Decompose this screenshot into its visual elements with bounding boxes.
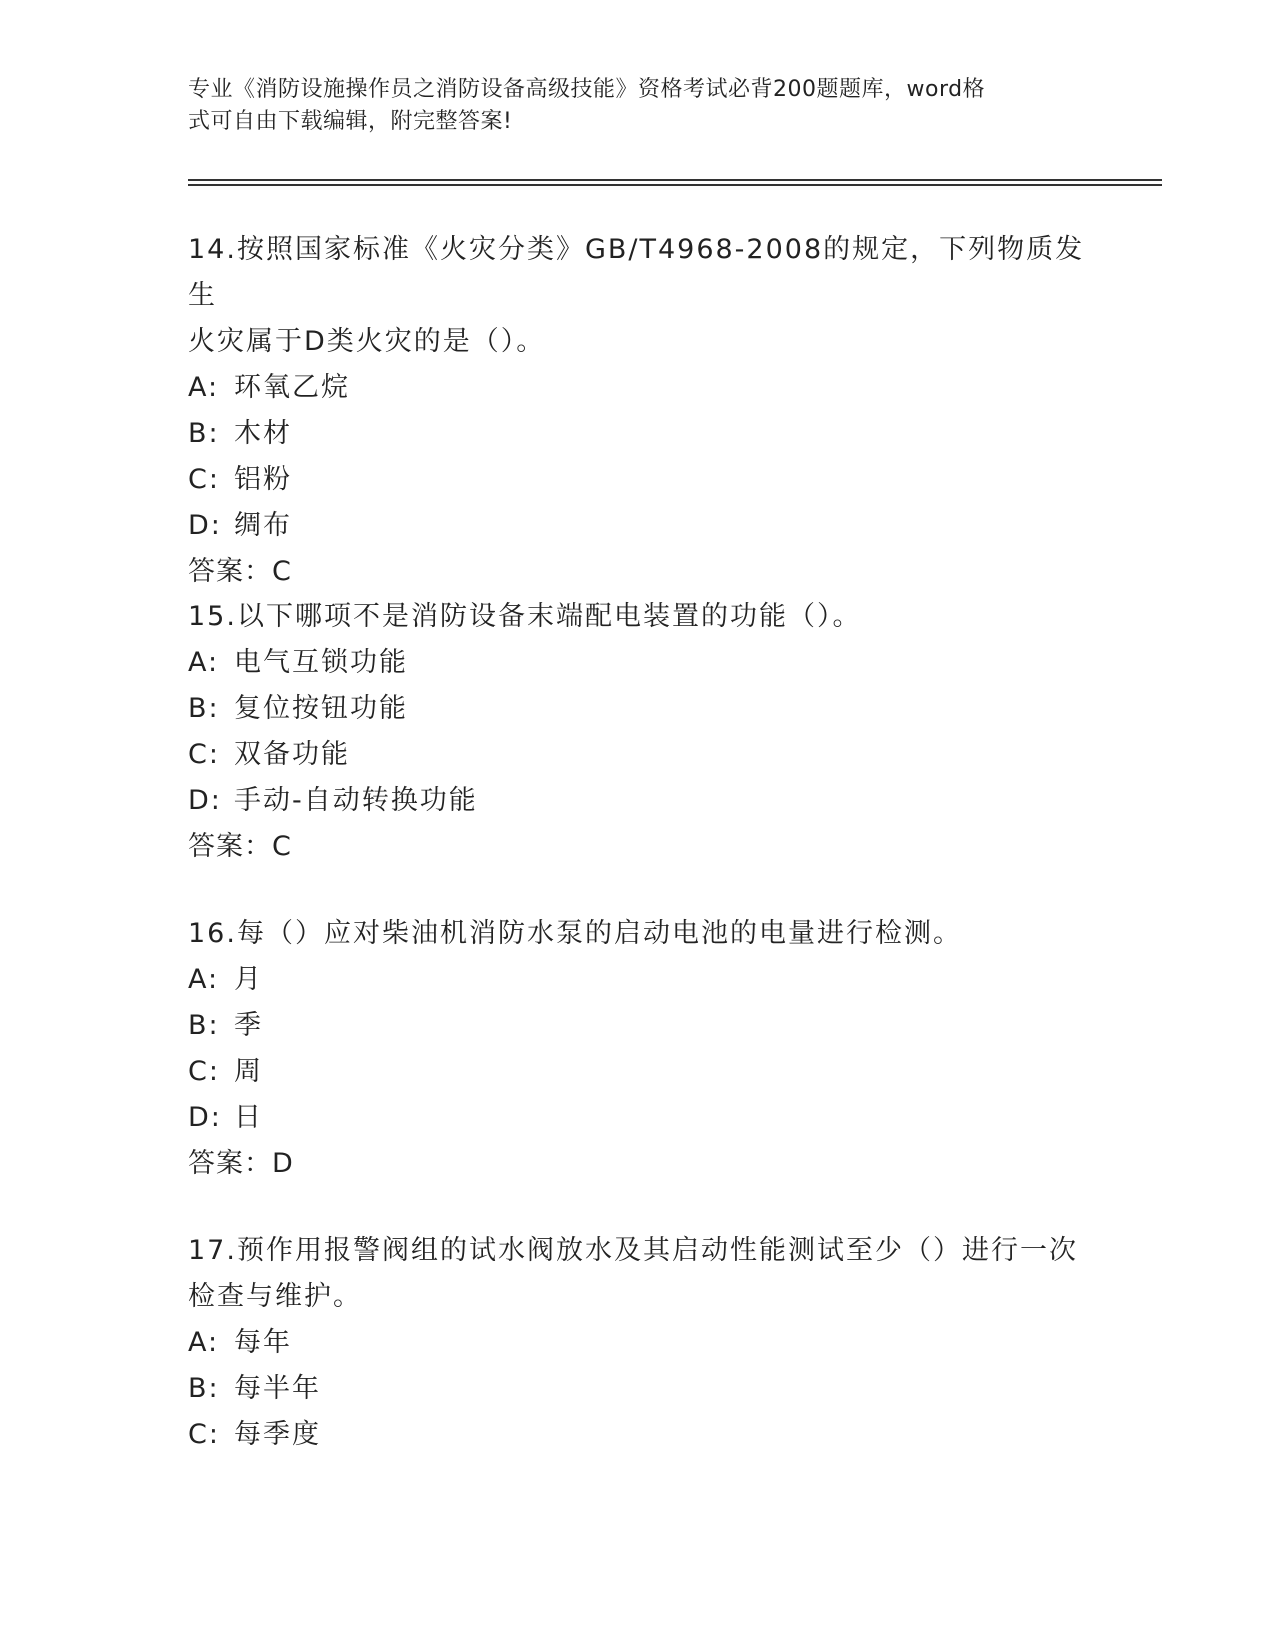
option-key: C: [188,1419,220,1450]
option-key: D: [188,785,222,816]
option-a [188,957,1088,1003]
question-stem-line: 16.每（）应对柴油机消防水泵的启动电池的电量进行检测。 [188,918,962,949]
option-key: B: [188,1010,220,1041]
option-a [188,1320,1088,1366]
option-text: 周 [234,1056,263,1087]
question-stem-line: 14.按照国家标准《火灾分类》GB/T4968-2008的规定，下列物质发生 [188,234,1085,311]
header-divider-bottom [188,184,1162,186]
option-text: 复位按钮功能 [234,693,408,724]
option-text: 日 [234,1102,263,1133]
header-intro-line-1: 专业《消防设施操作员之消防设备高级技能》资格考试必背200题题库，word格 [188,77,986,102]
option-text: 每年 [234,1327,292,1358]
option-d [188,1095,1088,1141]
option-text: 木材 [234,418,292,449]
option-text: 双备功能 [234,739,350,770]
option-a [188,640,1088,686]
header-divider-top [188,179,1162,181]
header-intro-line-2: 式可自由下载编辑，附完整答案! [188,109,513,134]
option-text: 季 [234,1010,263,1041]
option-key: B: [188,1373,220,1404]
option-c [188,732,1088,778]
option-text: 每季度 [234,1419,321,1450]
option-key: C: [188,464,220,495]
option-text: 每半年 [234,1373,321,1404]
option-c [188,457,1088,503]
option-key: A: [188,372,220,403]
question-stem-line: 17.预作用报警阀组的试水阀放水及其启动性能测试至少（）进行一次 [188,1235,1078,1266]
question-17 [188,1228,1088,1458]
option-text: 环氧乙烷 [234,372,350,403]
option-text: 绸布 [234,510,292,541]
document-header [188,74,1088,138]
option-key: A: [188,964,220,995]
question-14 [188,227,1088,595]
option-a [188,365,1088,411]
option-b [188,686,1088,732]
option-text: 手动-自动转换功能 [234,785,478,816]
option-d [188,778,1088,824]
question-stem-line: 检查与维护。 [188,1281,362,1312]
question-stem-line: 15.以下哪项不是消防设备末端配电装置的功能（）。 [188,601,862,632]
question-16 [188,911,1088,1187]
option-key: B: [188,418,220,449]
option-key: C: [188,1056,220,1087]
question-stem-line: 火灾属于D类火灾的是（）。 [188,326,546,357]
option-key: C: [188,739,220,770]
option-text: 月 [234,964,263,995]
option-b [188,1003,1088,1049]
option-key: B: [188,693,220,724]
option-c [188,1049,1088,1095]
answer-line: 答案：C [188,831,292,862]
option-b [188,411,1088,457]
option-text: 铝粉 [234,464,292,495]
question-15 [188,594,1088,870]
option-key: D: [188,510,222,541]
option-key: A: [188,647,220,678]
option-c [188,1412,1088,1458]
option-key: A: [188,1327,220,1358]
option-text: 电气互锁功能 [234,647,408,678]
answer-line: 答案：C [188,556,292,587]
option-d [188,503,1088,549]
option-b [188,1366,1088,1412]
answer-line: 答案：D [188,1148,294,1179]
option-key: D: [188,1102,222,1133]
